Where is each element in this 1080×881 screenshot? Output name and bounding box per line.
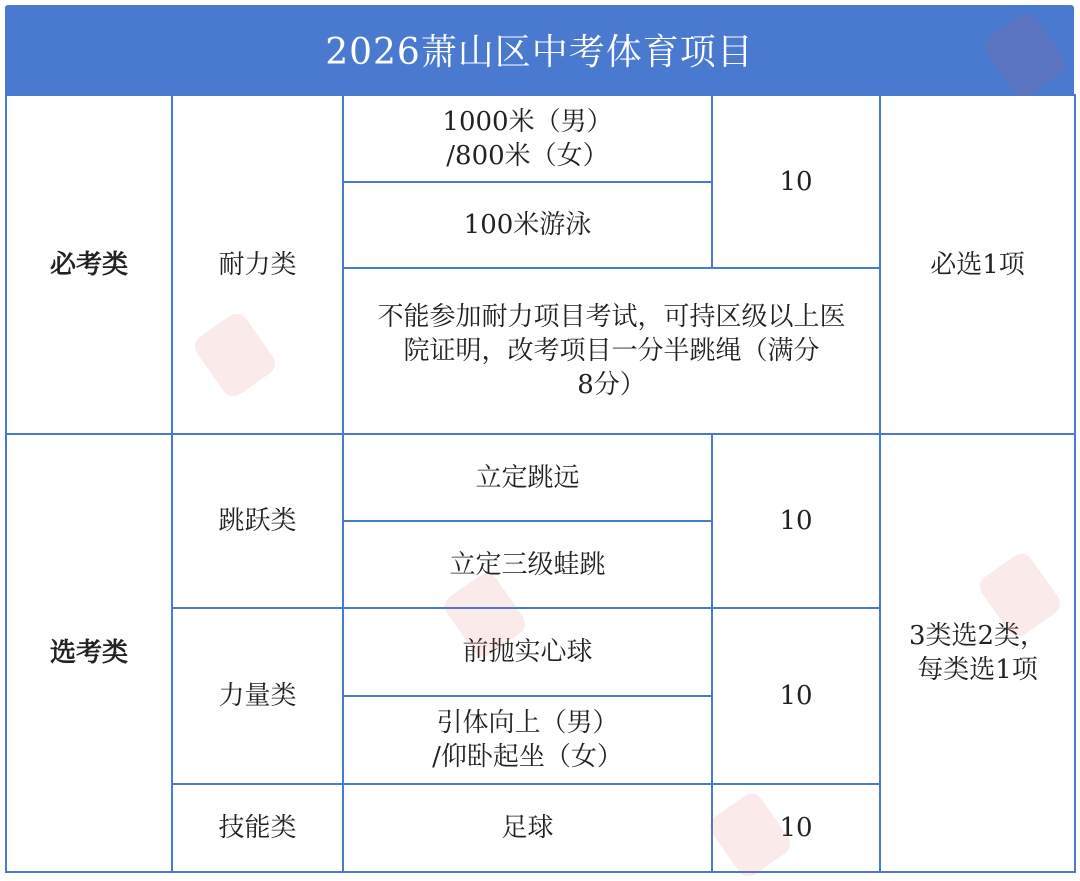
note-line: 8分）	[577, 370, 646, 400]
item-medicine-ball	[343, 608, 712, 696]
item-100m-swim	[343, 182, 712, 268]
rule-line: 3类选2类，	[908, 621, 1047, 651]
rule-elective	[880, 434, 1075, 872]
category-required: 必考类	[6, 95, 172, 434]
score-strength: 10	[712, 608, 880, 784]
endurance-exemption-note	[343, 268, 880, 434]
item-line: 100米游泳	[463, 210, 592, 240]
rule-line: 必选1项	[930, 249, 1025, 280]
score-endurance: 10	[712, 95, 880, 268]
score-jumping: 10	[712, 434, 880, 608]
sports-exam-table	[5, 94, 1076, 873]
note-line: 不能参加耐力项目考试，可持区级以上医	[377, 302, 846, 332]
item-line: 1000米（男）	[442, 106, 613, 137]
item-pullup-situp	[343, 696, 712, 784]
group-jumping: 跳跃类	[172, 434, 343, 608]
item-line: 引体向上（男）	[436, 708, 619, 738]
note-line: 院证明，改考项目一分半跳绳（满分	[403, 336, 820, 366]
table-title: 2026萧山区中考体育项目	[5, 5, 1074, 94]
item-line: 立定跳远	[475, 462, 580, 493]
item-line: 立定三级蛙跳	[449, 549, 606, 580]
rule-line: 每类选1项	[917, 655, 1038, 685]
item-football	[343, 784, 712, 872]
item-line: /800米（女）	[446, 140, 609, 171]
category-elective: 选考类	[6, 434, 172, 872]
item-line: /仰卧起坐（女）	[432, 742, 623, 772]
item-triple-frog-jump	[343, 521, 712, 608]
group-endurance: 耐力类	[172, 95, 343, 434]
item-line: 前抛实心球	[462, 637, 593, 667]
score-skill: 10	[712, 784, 880, 872]
sports-exam-table-frame	[5, 5, 1074, 871]
group-strength: 力量类	[172, 608, 343, 784]
rule-required	[880, 95, 1075, 434]
item-line: 足球	[501, 813, 554, 843]
item-standing-long-jump	[343, 434, 712, 521]
item-1000m-800m	[343, 95, 712, 182]
group-skill: 技能类	[172, 784, 343, 872]
